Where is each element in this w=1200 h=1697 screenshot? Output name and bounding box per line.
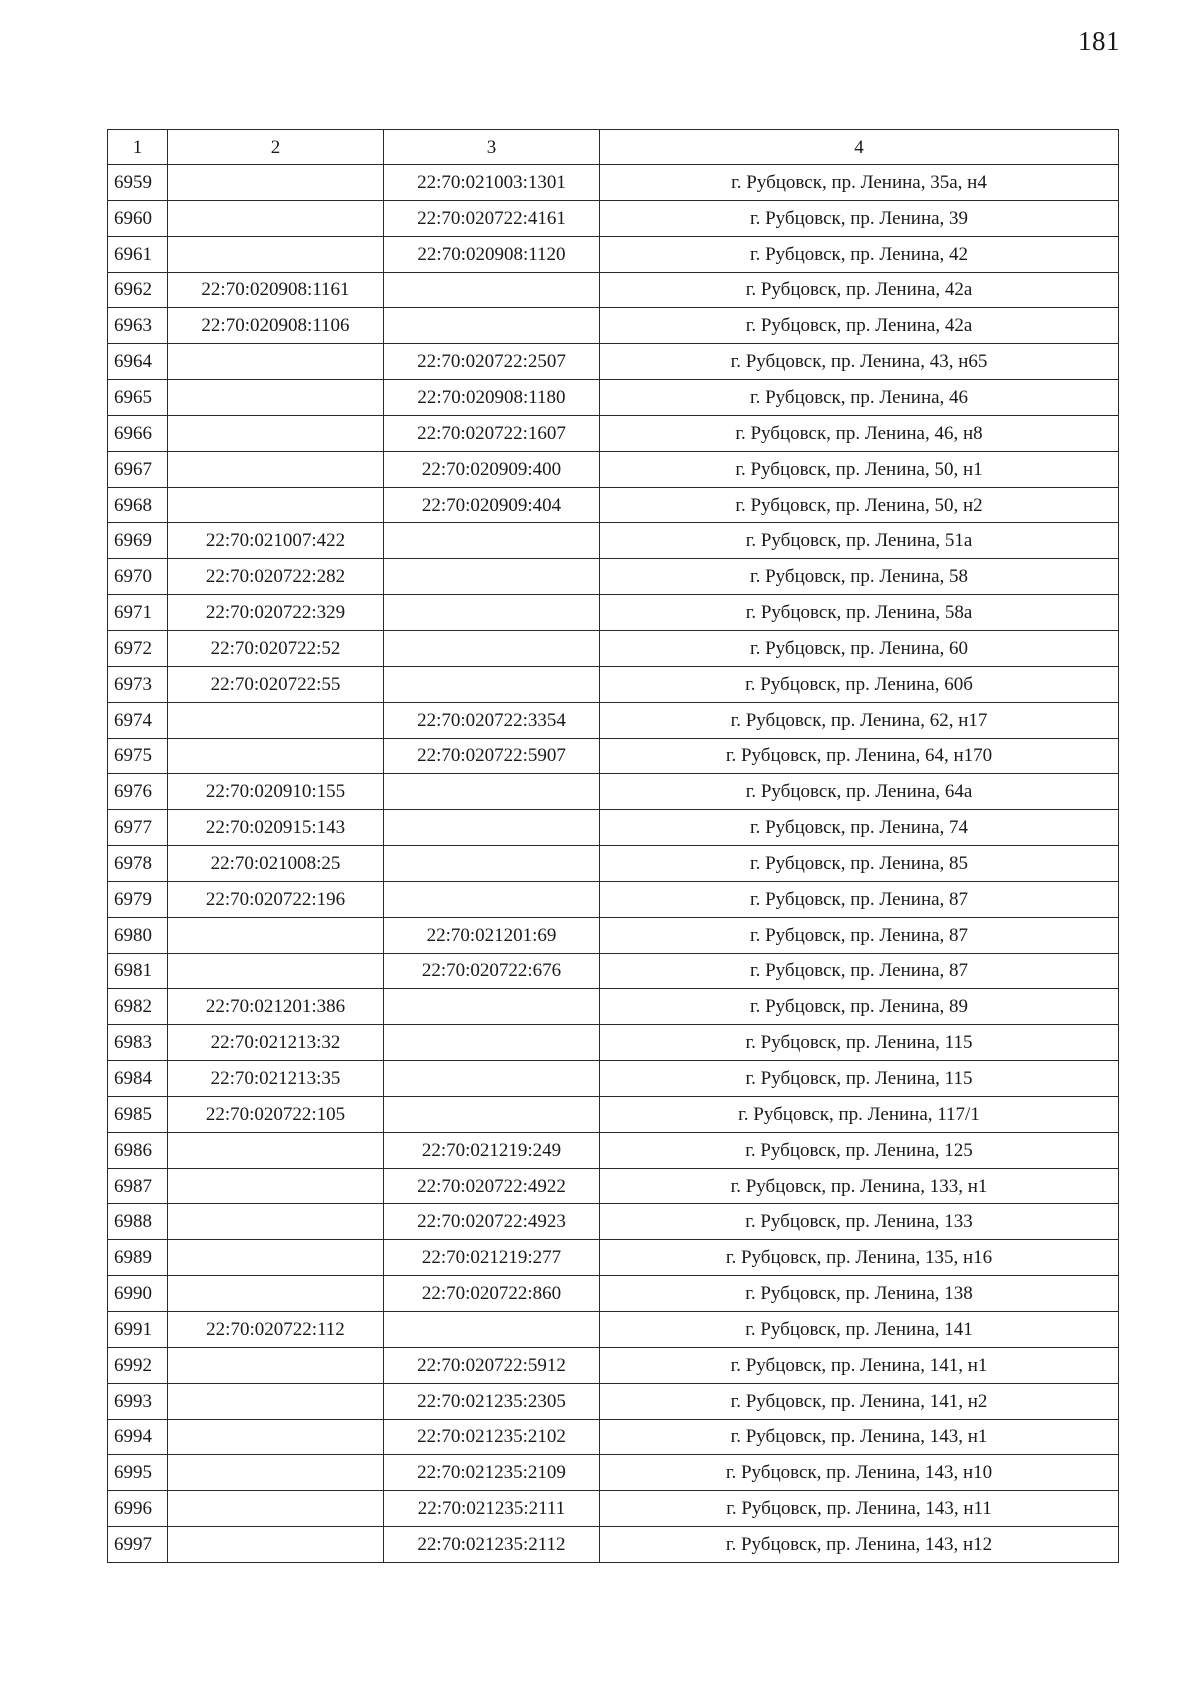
table-row <box>108 308 1119 344</box>
row-number-cell: 6966 <box>108 415 168 451</box>
table-row <box>108 1312 1119 1348</box>
row-number-cell: 6973 <box>108 666 168 702</box>
table-row <box>108 380 1119 416</box>
address-cell: г. Рубцовск, пр. Ленина, 115 <box>600 1061 1119 1097</box>
cadastral-number-alt-cell <box>384 1025 600 1061</box>
table-row <box>108 846 1119 882</box>
cadastral-number-cell <box>168 1383 384 1419</box>
table-row <box>108 1347 1119 1383</box>
cadastral-number-cell: 22:70:021213:32 <box>168 1025 384 1061</box>
registry-table <box>107 129 1119 1563</box>
cadastral-number-alt-cell: 22:70:020908:1120 <box>384 236 600 272</box>
cadastral-number-cell: 22:70:021201:386 <box>168 989 384 1025</box>
cadastral-number-alt-cell: 22:70:020722:2507 <box>384 344 600 380</box>
cadastral-number-cell <box>168 415 384 451</box>
cadastral-number-cell <box>168 165 384 201</box>
table-row <box>108 165 1119 201</box>
table-row <box>108 1383 1119 1419</box>
row-number-cell: 6986 <box>108 1132 168 1168</box>
row-number-cell: 6976 <box>108 774 168 810</box>
address-cell: г. Рубцовск, пр. Ленина, 141, н1 <box>600 1347 1119 1383</box>
row-number-cell: 6988 <box>108 1204 168 1240</box>
row-number-cell: 6991 <box>108 1312 168 1348</box>
cadastral-number-alt-cell <box>384 1312 600 1348</box>
table-row <box>108 881 1119 917</box>
row-number-cell: 6977 <box>108 810 168 846</box>
address-cell: г. Рубцовск, пр. Ленина, 42а <box>600 272 1119 308</box>
row-number-cell: 6987 <box>108 1168 168 1204</box>
cadastral-number-cell <box>168 1419 384 1455</box>
cadastral-number-cell <box>168 344 384 380</box>
address-cell: г. Рубцовск, пр. Ленина, 51а <box>600 523 1119 559</box>
cadastral-number-cell: 22:70:020722:55 <box>168 666 384 702</box>
address-cell: г. Рубцовск, пр. Ленина, 35а, н4 <box>600 165 1119 201</box>
cadastral-number-alt-cell: 22:70:021235:2102 <box>384 1419 600 1455</box>
address-cell: г. Рубцовск, пр. Ленина, 64, н170 <box>600 738 1119 774</box>
address-cell: г. Рубцовск, пр. Ленина, 133 <box>600 1204 1119 1240</box>
cadastral-number-alt-cell: 22:70:020722:3354 <box>384 702 600 738</box>
cadastral-number-cell <box>168 1204 384 1240</box>
address-cell: г. Рубцовск, пр. Ленина, 42 <box>600 236 1119 272</box>
cadastral-number-cell <box>168 1347 384 1383</box>
address-cell: г. Рубцовск, пр. Ленина, 50, н2 <box>600 487 1119 523</box>
address-cell: г. Рубцовск, пр. Ленина, 64а <box>600 774 1119 810</box>
row-number-cell: 6978 <box>108 846 168 882</box>
table-row <box>108 236 1119 272</box>
address-cell: г. Рубцовск, пр. Ленина, 87 <box>600 881 1119 917</box>
table-row <box>108 451 1119 487</box>
cadastral-number-cell <box>168 1132 384 1168</box>
table-row <box>108 1240 1119 1276</box>
header-cell-4: 4 <box>600 130 1119 165</box>
cadastral-number-alt-cell <box>384 774 600 810</box>
cadastral-number-alt-cell <box>384 630 600 666</box>
table-row <box>108 702 1119 738</box>
cadastral-number-alt-cell: 22:70:020722:860 <box>384 1276 600 1312</box>
cadastral-number-alt-cell <box>384 989 600 1025</box>
row-number-cell: 6960 <box>108 200 168 236</box>
address-cell: г. Рубцовск, пр. Ленина, 141, н2 <box>600 1383 1119 1419</box>
cadastral-number-alt-cell: 22:70:021235:2112 <box>384 1527 600 1563</box>
table-row <box>108 1455 1119 1491</box>
table-row <box>108 1096 1119 1132</box>
header-cell-3: 3 <box>384 130 600 165</box>
table-row <box>108 1527 1119 1563</box>
row-number-cell: 6993 <box>108 1383 168 1419</box>
row-number-cell: 6975 <box>108 738 168 774</box>
cadastral-number-cell: 22:70:021213:35 <box>168 1061 384 1097</box>
address-cell: г. Рубцовск, пр. Ленина, 62, н17 <box>600 702 1119 738</box>
row-number-cell: 6992 <box>108 1347 168 1383</box>
cadastral-number-alt-cell <box>384 846 600 882</box>
table-row <box>108 1419 1119 1455</box>
cadastral-number-cell: 22:70:020722:196 <box>168 881 384 917</box>
address-cell: г. Рубцовск, пр. Ленина, 143, н11 <box>600 1491 1119 1527</box>
cadastral-number-cell: 22:70:020722:52 <box>168 630 384 666</box>
row-number-cell: 6997 <box>108 1527 168 1563</box>
cadastral-number-cell: 22:70:021007:422 <box>168 523 384 559</box>
cadastral-number-alt-cell: 22:70:020722:676 <box>384 953 600 989</box>
address-cell: г. Рубцовск, пр. Ленина, 58 <box>600 559 1119 595</box>
address-cell: г. Рубцовск, пр. Ленина, 143, н10 <box>600 1455 1119 1491</box>
cadastral-number-cell <box>168 380 384 416</box>
cadastral-number-alt-cell <box>384 523 600 559</box>
row-number-cell: 6970 <box>108 559 168 595</box>
address-cell: г. Рубцовск, пр. Ленина, 58а <box>600 595 1119 631</box>
address-cell: г. Рубцовск, пр. Ленина, 87 <box>600 953 1119 989</box>
cadastral-number-cell <box>168 738 384 774</box>
table-row <box>108 1204 1119 1240</box>
row-number-cell: 6980 <box>108 917 168 953</box>
cadastral-number-alt-cell <box>384 308 600 344</box>
table-row <box>108 272 1119 308</box>
address-cell: г. Рубцовск, пр. Ленина, 42а <box>600 308 1119 344</box>
address-cell: г. Рубцовск, пр. Ленина, 60 <box>600 630 1119 666</box>
table-row <box>108 559 1119 595</box>
row-number-cell: 6995 <box>108 1455 168 1491</box>
address-cell: г. Рубцовск, пр. Ленина, 125 <box>600 1132 1119 1168</box>
address-cell: г. Рубцовск, пр. Ленина, 135, н16 <box>600 1240 1119 1276</box>
address-cell: г. Рубцовск, пр. Ленина, 74 <box>600 810 1119 846</box>
cadastral-number-cell <box>168 1168 384 1204</box>
cadastral-number-alt-cell: 22:70:020722:1607 <box>384 415 600 451</box>
address-cell: г. Рубцовск, пр. Ленина, 85 <box>600 846 1119 882</box>
row-number-cell: 6981 <box>108 953 168 989</box>
cadastral-number-alt-cell: 22:70:020909:400 <box>384 451 600 487</box>
table-row <box>108 595 1119 631</box>
address-cell: г. Рубцовск, пр. Ленина, 133, н1 <box>600 1168 1119 1204</box>
cadastral-number-cell: 22:70:020722:282 <box>168 559 384 595</box>
cadastral-number-cell: 22:70:020908:1106 <box>168 308 384 344</box>
cadastral-number-alt-cell: 22:70:020722:4922 <box>384 1168 600 1204</box>
table-row <box>108 1025 1119 1061</box>
table-row <box>108 1061 1119 1097</box>
cadastral-number-cell: 22:70:020908:1161 <box>168 272 384 308</box>
cadastral-number-alt-cell: 22:70:020908:1180 <box>384 380 600 416</box>
row-number-cell: 6994 <box>108 1419 168 1455</box>
header-cell-1: 1 <box>108 130 168 165</box>
row-number-cell: 6982 <box>108 989 168 1025</box>
address-cell: г. Рубцовск, пр. Ленина, 89 <box>600 989 1119 1025</box>
cadastral-number-cell: 22:70:020722:105 <box>168 1096 384 1132</box>
cadastral-number-alt-cell: 22:70:020722:4161 <box>384 200 600 236</box>
header-row <box>108 130 1119 165</box>
address-cell: г. Рубцовск, пр. Ленина, 87 <box>600 917 1119 953</box>
address-cell: г. Рубцовск, пр. Ленина, 141 <box>600 1312 1119 1348</box>
table-header <box>108 130 1119 165</box>
address-cell: г. Рубцовск, пр. Ленина, 46, н8 <box>600 415 1119 451</box>
cadastral-number-alt-cell: 22:70:020722:4923 <box>384 1204 600 1240</box>
row-number-cell: 6990 <box>108 1276 168 1312</box>
cadastral-number-alt-cell <box>384 1061 600 1097</box>
address-cell: г. Рубцовск, пр. Ленина, 46 <box>600 380 1119 416</box>
cadastral-number-cell <box>168 702 384 738</box>
cadastral-number-cell: 22:70:020915:143 <box>168 810 384 846</box>
cadastral-number-cell <box>168 451 384 487</box>
cadastral-number-alt-cell <box>384 559 600 595</box>
table-row <box>108 1491 1119 1527</box>
table-row <box>108 774 1119 810</box>
cadastral-number-alt-cell: 22:70:020909:404 <box>384 487 600 523</box>
address-cell: г. Рубцовск, пр. Ленина, 143, н1 <box>600 1419 1119 1455</box>
row-number-cell: 6972 <box>108 630 168 666</box>
cadastral-number-alt-cell <box>384 1096 600 1132</box>
cadastral-number-alt-cell <box>384 595 600 631</box>
table-row <box>108 989 1119 1025</box>
cadastral-number-alt-cell <box>384 272 600 308</box>
row-number-cell: 6969 <box>108 523 168 559</box>
row-number-cell: 6959 <box>108 165 168 201</box>
cadastral-number-cell <box>168 917 384 953</box>
cadastral-number-alt-cell <box>384 881 600 917</box>
row-number-cell: 6962 <box>108 272 168 308</box>
cadastral-number-cell <box>168 1276 384 1312</box>
table-row <box>108 953 1119 989</box>
row-number-cell: 6989 <box>108 1240 168 1276</box>
row-number-cell: 6965 <box>108 380 168 416</box>
row-number-cell: 6974 <box>108 702 168 738</box>
row-number-cell: 6963 <box>108 308 168 344</box>
address-cell: г. Рубцовск, пр. Ленина, 117/1 <box>600 1096 1119 1132</box>
cadastral-number-alt-cell: 22:70:020722:5912 <box>384 1347 600 1383</box>
cadastral-number-alt-cell: 22:70:021219:277 <box>384 1240 600 1276</box>
address-cell: г. Рубцовск, пр. Ленина, 60б <box>600 666 1119 702</box>
cadastral-number-alt-cell: 22:70:021219:249 <box>384 1132 600 1168</box>
cadastral-number-cell <box>168 236 384 272</box>
cadastral-number-alt-cell: 22:70:021235:2111 <box>384 1491 600 1527</box>
cadastral-number-cell <box>168 1455 384 1491</box>
table-row <box>108 810 1119 846</box>
cadastral-number-alt-cell: 22:70:021235:2305 <box>384 1383 600 1419</box>
page-number: 181 <box>1078 26 1120 56</box>
row-number-cell: 6985 <box>108 1096 168 1132</box>
address-cell: г. Рубцовск, пр. Ленина, 143, н12 <box>600 1527 1119 1563</box>
table-row <box>108 1168 1119 1204</box>
cadastral-number-alt-cell: 22:70:021235:2109 <box>384 1455 600 1491</box>
address-cell: г. Рубцовск, пр. Ленина, 39 <box>600 200 1119 236</box>
cadastral-number-cell <box>168 953 384 989</box>
row-number-cell: 6983 <box>108 1025 168 1061</box>
cadastral-number-cell <box>168 1491 384 1527</box>
table-row <box>108 1276 1119 1312</box>
table-row <box>108 415 1119 451</box>
row-number-cell: 6979 <box>108 881 168 917</box>
cadastral-number-alt-cell <box>384 666 600 702</box>
table-row <box>108 487 1119 523</box>
cadastral-number-cell: 22:70:020722:112 <box>168 1312 384 1348</box>
table-row <box>108 917 1119 953</box>
address-cell: г. Рубцовск, пр. Ленина, 50, н1 <box>600 451 1119 487</box>
cadastral-number-cell <box>168 1527 384 1563</box>
cadastral-number-alt-cell: 22:70:020722:5907 <box>384 738 600 774</box>
row-number-cell: 6964 <box>108 344 168 380</box>
header-cell-2: 2 <box>168 130 384 165</box>
cadastral-number-cell <box>168 1240 384 1276</box>
cadastral-number-cell: 22:70:021008:25 <box>168 846 384 882</box>
table-row <box>108 200 1119 236</box>
row-number-cell: 6967 <box>108 451 168 487</box>
address-cell: г. Рубцовск, пр. Ленина, 138 <box>600 1276 1119 1312</box>
cadastral-number-cell: 22:70:020910:155 <box>168 774 384 810</box>
table-row <box>108 630 1119 666</box>
address-cell: г. Рубцовск, пр. Ленина, 43, н65 <box>600 344 1119 380</box>
cadastral-number-alt-cell: 22:70:021003:1301 <box>384 165 600 201</box>
cadastral-number-alt-cell <box>384 810 600 846</box>
table-row <box>108 738 1119 774</box>
table-body <box>108 165 1119 1563</box>
row-number-cell: 6984 <box>108 1061 168 1097</box>
row-number-cell: 6968 <box>108 487 168 523</box>
row-number-cell: 6961 <box>108 236 168 272</box>
row-number-cell: 6996 <box>108 1491 168 1527</box>
table-row <box>108 344 1119 380</box>
table-row <box>108 666 1119 702</box>
cadastral-number-cell: 22:70:020722:329 <box>168 595 384 631</box>
address-cell: г. Рубцовск, пр. Ленина, 115 <box>600 1025 1119 1061</box>
cadastral-number-cell <box>168 200 384 236</box>
cadastral-number-alt-cell: 22:70:021201:69 <box>384 917 600 953</box>
table-row <box>108 1132 1119 1168</box>
row-number-cell: 6971 <box>108 595 168 631</box>
table-row <box>108 523 1119 559</box>
cadastral-number-cell <box>168 487 384 523</box>
